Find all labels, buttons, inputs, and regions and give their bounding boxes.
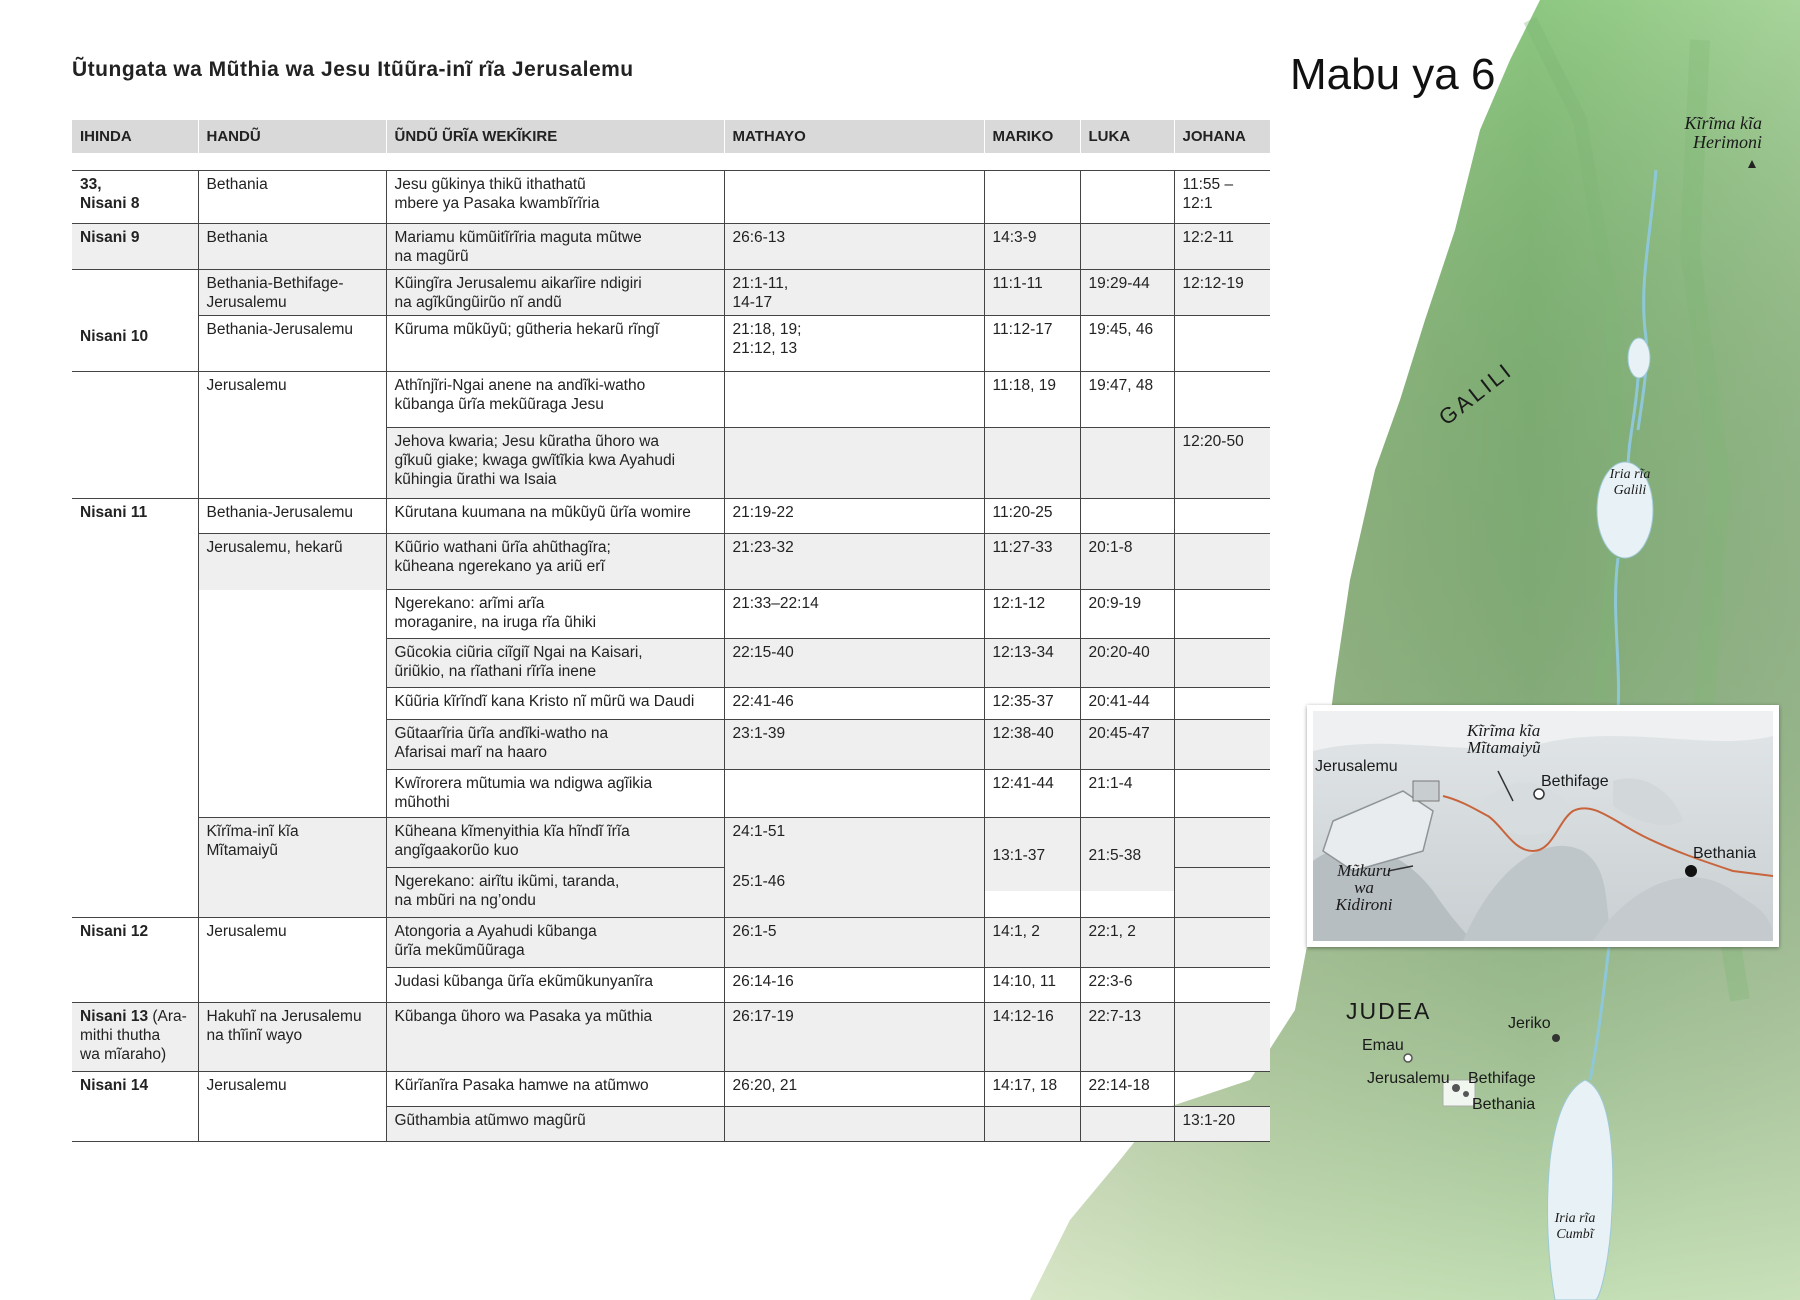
place-cell [198,639,386,688]
day-cell [72,270,198,316]
page-title: Ũtungata wa Mũthia wa Jesu Itũũra-inĩ rĩa Jerusalemu [72,58,634,81]
place-cell: Bethania-Bethifage- Jerusalemu [198,270,386,316]
johana-cell [1174,720,1270,770]
col-header-mathayo: MATHAYO [724,120,984,153]
luka-cell [1080,171,1174,224]
emmaus-label: Emau [1362,1037,1404,1054]
mathayo-cell: 24:1-51 [724,818,984,868]
event-cell: Gũthambia atũmwo magũrũ [386,1107,724,1142]
event-cell: Kũbanga ũhoro wa Pasaka ya mũthia [386,1003,724,1072]
place-cell: Hakuhĩ na Jerusalemu na thĩinĩ wayo [198,1003,386,1072]
table-row [72,372,1270,428]
johana-cell: 12:20-50 [1174,428,1270,499]
event-cell: Atongoria a Ayahudi kũbanga ũrĩa mekũmũũraga [386,918,724,968]
luka-cell: 20:1-8 [1080,534,1174,590]
day-cell [72,372,198,428]
mariko-cell [984,428,1080,499]
place-cell: Bethania [198,171,386,224]
place-cell: Bethania-Jerusalemu [198,499,386,534]
inset-view [1307,705,1779,947]
luka-cell: 22:7-13 [1080,1003,1174,1072]
col-header-undu: ŨNDŨ ŨRĨA WEKĨKIRE [386,120,724,153]
event-cell: Ngerekano: airĩtu ikũmi, taranda, na mbũri na ng’ondu [386,868,724,918]
johana-cell [1174,968,1270,1003]
inset-kidron-label: Mũkuru wa Kidironi [1335,861,1393,914]
day-cell [72,1107,198,1142]
mathayo-cell [724,770,984,818]
johana-cell [1174,1003,1270,1072]
luka-cell: 20:20-40 [1080,639,1174,688]
johana-cell [1174,688,1270,720]
event-cell: Jesu gũkinya thikũ ithathatũ mbere ya Pasaka kwambĩrĩria [386,171,724,224]
luka-cell: 20:41-44 [1080,688,1174,720]
table-row [72,171,1270,224]
table-row [72,918,1270,968]
table-row [72,770,1270,818]
jericho-marker [1552,1034,1560,1042]
event-cell: Kũrĩanĩra Pasaka hamwe na atũmwo [386,1072,724,1107]
place-cell [198,868,386,918]
day-cell [72,639,198,688]
mathayo-cell: 26:6-13 [724,224,984,270]
mariko-cell: 14:1, 2 [984,918,1080,968]
mathayo-cell: 23:1-39 [724,720,984,770]
mathayo-cell [724,1107,984,1142]
mathayo-cell: 26:20, 21 [724,1072,984,1107]
event-cell: Jehova kwaria; Jesu kũratha ũhoro wa gĩkuũ giake; kwaga gwĩtĩkia kwa Ayahudi kũhingia ũrathi wa Isaia [386,428,724,499]
mariko-cell: 12:35-37 [984,688,1080,720]
galilee-label: GALILI [1433,357,1518,431]
mathayo-cell: 21:33–22:14 [724,590,984,639]
johana-cell [1174,372,1270,428]
day-cell: Nisani 11 [80,504,148,521]
mariko-cell: 11:12-17 [984,316,1080,372]
place-cell [198,770,386,818]
johana-cell: 12:2-11 [1174,224,1270,270]
luka-cell: 19:45, 46 [1080,316,1174,372]
inset-bethphage-label: Bethifage [1541,773,1609,790]
day-cell [72,770,198,818]
johana-cell [1174,1072,1270,1107]
event-cell: Ngerekano: arĩmi arĩa moraganire, na iruga rĩa ũhiki [386,590,724,639]
table-row [72,720,1270,770]
mathayo-cell: 21:18, 19; 21:12, 13 [724,316,984,372]
event-cell: Kũrutana kuumana na mũkũyũ ũrĩa womire [386,499,724,534]
col-header-ihinda: IHINDA [72,120,198,153]
mathayo-cell: 26:1-5 [724,918,984,968]
place-cell [198,720,386,770]
table-row [72,316,1270,372]
place-cell [198,1107,386,1142]
day-cell: Nisani 13 (Ara- mithi thutha wa mĩaraho) [72,1003,198,1072]
mathayo-cell: 21:23-32 [724,534,984,590]
mariko-cell: 14:3-9 [984,224,1080,270]
table-row [72,1072,1270,1107]
luka-cell [1080,499,1174,534]
jericho-label: Jeriko [1508,1015,1551,1032]
inset-mt-olives-label: Kĩrĩma kĩa Mĩtamaiyũ [1467,721,1541,757]
place-cell: Jerusalemu [198,1072,386,1107]
place-cell: Jerusalemu [198,372,386,428]
johana-cell: 12:12-19 [1174,270,1270,316]
mariko-cell: 11:27-33 [984,534,1080,590]
johana-cell [1174,818,1270,868]
luka-cell [1080,224,1174,270]
johana-cell [1174,499,1270,534]
mariko-cell: 11:1-11 [984,270,1080,316]
event-cell: Kũruma mũkũyũ; gũtheria hekarũ rĩngĩ [386,316,724,372]
mariko-cell: 14:17, 18 [984,1072,1080,1107]
bethany-label: Bethania [1472,1096,1536,1113]
day-cell: Nisani 9 [72,224,198,270]
day-cell [72,534,198,590]
table-row [72,1107,1270,1142]
timeline-table [72,120,1270,1142]
place-cell [198,428,386,499]
mathayo-cell: 22:15-40 [724,639,984,688]
bethany-marker [1685,865,1697,877]
mathayo-cell [724,372,984,428]
luka-cell: 22:14-18 [1080,1072,1174,1107]
event-cell: Kũũria kĩrĩndĩ kana Kristo nĩ mũrũ wa Daudi [386,688,724,720]
bethphage-label: Bethifage [1468,1070,1536,1087]
place-cell [198,688,386,720]
luka-cell: 21:5-38 [1080,842,1174,892]
event-cell: Gũcokia ciũria ciĩgiĩ Ngai na Kaisari, ũriũkio, na rĩathani rĩrĩa inene [386,639,724,688]
inset-jerusalem-label: Jerusalemu [1315,758,1398,775]
table-row [72,868,1270,918]
day-cell [72,590,198,639]
table-row [72,534,1270,590]
col-header-mariko: MARIKO [984,120,1080,153]
place-cell: Kĩrĩma-inĩ kĩa Mĩtamaiyũ [198,818,386,868]
mathayo-cell [724,428,984,499]
day-cell: Nisani 14 [80,1077,149,1094]
col-header-johana: JOHANA [1174,120,1270,153]
mariko-cell: 11:18, 19 [984,372,1080,428]
jerusalem-label: Jerusalemu [1367,1070,1450,1087]
mathayo-cell: 25:1-46 [724,868,984,918]
mathayo-cell [724,171,984,224]
johana-cell: 11:55 – 12:1 [1174,171,1270,224]
day-cell [72,868,198,918]
dead-sea-label: Iria rĩa Cumbĩ [1554,1211,1596,1242]
luka-cell: 22:1, 2 [1080,918,1174,968]
col-header-luka: LUKA [1080,120,1174,153]
table-row [72,270,1270,316]
mathayo-cell: 26:14-16 [724,968,984,1003]
mariko-cell: 12:41-44 [984,770,1080,818]
table-row [72,224,1270,270]
day-cell: Nisani 12 [72,918,198,968]
johana-cell [1174,639,1270,688]
day-cell [72,968,198,1003]
day-cell [72,720,198,770]
luka-cell: 20:45-47 [1080,720,1174,770]
mariko-cell: 12:13-34 [984,639,1080,688]
luka-cell: 22:3-6 [1080,968,1174,1003]
day-cell [72,818,198,868]
day-cell: 33, Nisani 8 [72,171,198,224]
johana-cell [1174,918,1270,968]
event-cell: Athĩnjĩri-Ngai anene na andĩki-watho kũbanga ũrĩa mekũũraga Jesu [386,372,724,428]
place-cell: Jerusalemu, hekarũ [198,534,386,590]
table-row [72,968,1270,1003]
mariko-cell [984,171,1080,224]
table-row [72,499,1270,534]
mariko-cell: 11:20-25 [984,499,1080,534]
event-cell: Mariamu kũmũitĩrĩria maguta mũtwe na magũrũ [386,224,724,270]
luka-cell [1080,428,1174,499]
table-row [72,688,1270,720]
johana-cell [1174,316,1270,372]
mariko-cell: 13:1-37 [984,842,1080,892]
luka-cell: 19:47, 48 [1080,372,1174,428]
mariko-cell: 14:10, 11 [984,968,1080,1003]
place-cell: Bethania-Jerusalemu [198,316,386,372]
judea-label: JUDEA [1346,998,1432,1024]
mathayo-cell: 26:17-19 [724,1003,984,1072]
luka-cell: 19:29-44 [1080,270,1174,316]
mariko-cell: 12:1-12 [984,590,1080,639]
luka-cell: 21:1-4 [1080,770,1174,818]
day-cell: Nisani 10 [72,316,198,372]
day-cell [72,688,198,720]
luka-cell [1080,1107,1174,1142]
sea-of-galilee-label: Iria rĩa Galili [1609,467,1651,498]
map-title: Mabu ya 6 [1290,50,1496,99]
johana-cell [1174,590,1270,639]
table-row [72,428,1270,499]
event-cell: Kũingĩra Jerusalemu aikarĩire ndigiri na agĩkũngũirũo nĩ andũ [386,270,724,316]
place-cell: Bethania [198,224,386,270]
inset-bethany-label: Bethania [1693,845,1757,862]
event-cell: Gũtaarĩria ũrĩa andĩki-watho na Afarisai marĩ na haaro [386,720,724,770]
johana-cell [1174,534,1270,590]
event-cell: Judasi kũbanga ũrĩa ekũmũkunyanĩra [386,968,724,1003]
table-row [72,1003,1270,1072]
table-row [72,639,1270,688]
johana-cell: 13:1-20 [1174,1107,1270,1142]
mariko-cell [984,1107,1080,1142]
event-cell: Kũheana kĩmenyithia kĩa hĩndĩ ĩrĩa angĩgaakorũo kuo [386,818,724,868]
col-header-handu: HANDŨ [198,120,386,153]
johana-cell [1174,770,1270,818]
mt-hermon-label: Kĩrĩma kĩa Herimoni [1684,113,1762,152]
table-header-row [72,120,1270,153]
table-row [72,590,1270,639]
mariko-cell: 12:38-40 [984,720,1080,770]
johana-cell [1174,868,1270,918]
mathayo-cell: 22:41-46 [724,688,984,720]
event-cell: Kwĩrorera mũtumia wa ndigwa agĩikia mũhothi [386,770,724,818]
mathayo-cell: 21:19-22 [724,499,984,534]
day-cell [72,428,198,499]
emmaus-marker [1404,1054,1412,1062]
place-cell: Jerusalemu [198,918,386,968]
event-cell: Kũũrio wathani ũrĩa ahũthagĩra; kũheana ngerekano ya ariũ erĩ [386,534,724,590]
place-cell [198,968,386,1003]
mariko-cell: 14:12-16 [984,1003,1080,1072]
mathayo-cell: 21:1-11, 14-17 [724,270,984,316]
place-cell [198,590,386,639]
luka-cell: 20:9-19 [1080,590,1174,639]
